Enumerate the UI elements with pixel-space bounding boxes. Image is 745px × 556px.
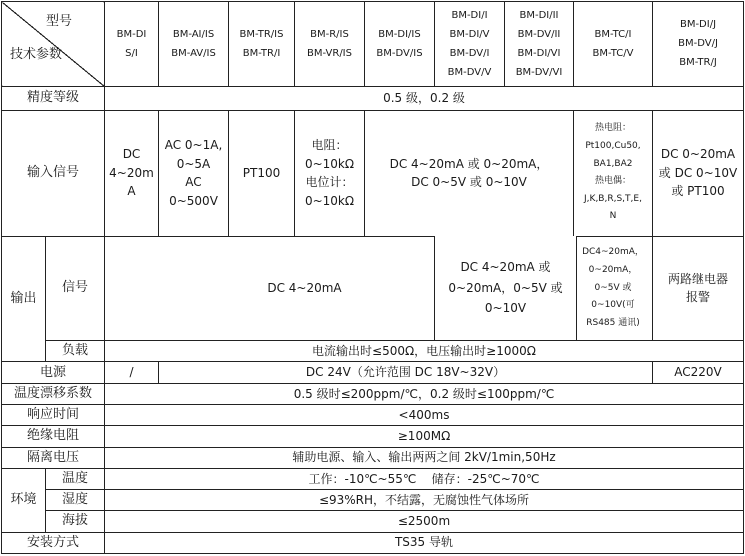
model-label: 型号 <box>45 14 72 29</box>
model-header-8: BM-TC/I BM-TC/V <box>574 2 653 87</box>
output-signal-row <box>2 236 744 341</box>
environment-temp-row <box>2 468 744 489</box>
output-signal-dual-overlay <box>434 236 577 340</box>
output-signal-dual-line-3: 0~10V <box>484 301 527 316</box>
output-signal-dual-line-1: DC 4~20mA 或 <box>460 260 551 275</box>
output-signal-label: 信号 <box>46 236 105 341</box>
output-load-row <box>2 341 744 362</box>
drift-row <box>2 383 744 404</box>
model-header-7: BM-DI/II BM-DV/II BM-DI/VI BM-DV/VI <box>505 2 574 87</box>
model-header-4: BM-R/IS BM-VR/IS <box>295 2 365 87</box>
response-row <box>2 404 744 425</box>
input-cell-7: DC 0~20mA 或 DC 0~10V 或 PT100 <box>653 110 744 236</box>
output-signal-relay: 两路继电器 报警 <box>653 236 744 341</box>
output-signal-tc: DC4~20mA， 0~20mA， 0~5V 或 0~10V(可 RS485 通讯) <box>574 236 653 341</box>
isolation-label: 隔离电压 <box>2 447 105 468</box>
model-header-3: BM-TR/IS BM-TR/I <box>229 2 295 87</box>
environment-humidity-row <box>2 490 744 511</box>
spec-table <box>1 1 744 554</box>
insulation-row <box>2 426 744 447</box>
power-row <box>2 362 744 383</box>
header-corner-cell <box>2 2 105 87</box>
param-label: 技术参数 <box>10 47 63 63</box>
mounting-row <box>2 532 744 553</box>
environment-label: 环境 <box>2 468 46 532</box>
environment-altitude-label: 海拔 <box>46 511 105 532</box>
insulation-value: ≥100MΩ <box>105 426 744 447</box>
output-label: 输出 <box>2 236 46 362</box>
environment-altitude-value: ≤2500m <box>105 511 744 532</box>
power-label: 电源 <box>2 362 105 383</box>
model-header-1: BM-DI S/I <box>105 2 159 87</box>
input-cell-4: 电阻： 0~10kΩ 电位计： 0~10kΩ <box>295 110 365 236</box>
drift-label: 温度漂移系数 <box>2 383 105 404</box>
accuracy-value: 0.5 级，0.2 级 <box>105 86 744 110</box>
input-cell-2: AC 0~1A, 0~5A AC 0~500V <box>159 110 229 236</box>
input-cell-6: 热电阻： Pt100,Cu50, BA1,BA2 热电偶： J,K,B,R,S,T,E, N <box>574 110 653 236</box>
accuracy-label: 精度等级 <box>2 86 105 110</box>
power-ac: AC220V <box>653 362 744 383</box>
drift-value: 0.5 级时≤200ppm/℃，0.2 级时≤100ppm/℃ <box>105 383 744 404</box>
environment-temp-label: 温度 <box>46 468 105 489</box>
environment-humidity-label: 湿度 <box>46 490 105 511</box>
mounting-value: TS35 导轨 <box>105 532 744 553</box>
accuracy-row <box>2 86 744 110</box>
environment-altitude-row <box>2 511 744 532</box>
input-cell-5: DC 4~20mA 或 0~20mA， DC 0~5V 或 0~10V <box>365 110 574 236</box>
response-label: 响应时间 <box>2 404 105 425</box>
isolation-row <box>2 447 744 468</box>
input-cell-1: DC 4~20m A <box>105 110 159 236</box>
header-row <box>2 2 744 87</box>
environment-temp-value: 工作：-10℃~55℃ 储存：-25℃~70℃ <box>105 468 744 489</box>
input-cell-3: PT100 <box>229 110 295 236</box>
output-signal-dual-line-2: 0~20mA，0~5V 或 <box>448 280 563 295</box>
output-load-label: 负载 <box>46 341 105 362</box>
model-header-5: BM-DI/IS BM-DV/IS <box>365 2 435 87</box>
environment-humidity-value: ≤93%RH，不结露，无腐蚀性气体场所 <box>105 490 744 511</box>
response-value: <400ms <box>105 404 744 425</box>
insulation-label: 绝缘电阻 <box>2 426 105 447</box>
model-header-6: BM-DI/I BM-DI/V BM-DV/I BM-DV/V <box>435 2 505 87</box>
mounting-label: 安装方式 <box>2 532 105 553</box>
model-header-2: BM-AI/IS BM-AV/IS <box>159 2 229 87</box>
power-slash: / <box>105 362 159 383</box>
output-signal-main: DC 4~20mA <box>105 236 505 341</box>
input-row <box>2 110 744 236</box>
isolation-value: 辅助电源、输入、输出两两之间 2kV/1min,50Hz <box>105 447 744 468</box>
output-load-value: 电流输出时≤500Ω，电压输出时≥1000Ω <box>105 341 744 362</box>
power-value: DC 24V（允许范围 DC 18V~32V） <box>159 362 653 383</box>
input-label: 输入信号 <box>2 110 105 236</box>
model-header-9: BM-DI/J BM-DV/J BM-TR/J <box>653 2 744 87</box>
